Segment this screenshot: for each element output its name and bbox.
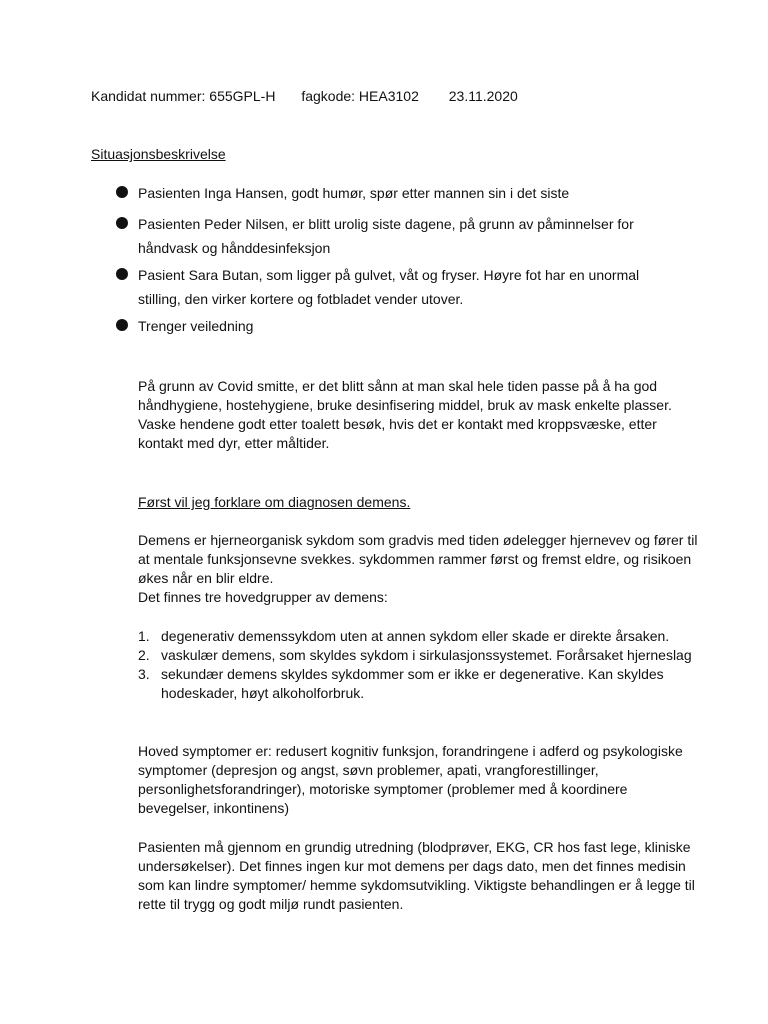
bullet-item: Pasienten Inga Hansen, godt humør, spør etter mannen sin i det siste — [114, 181, 674, 205]
numbered-item — [138, 665, 698, 703]
treatment-paragraph: Pasienten må gjennom en grundig utredning (blodprøver, EKG, CR hos fast lege, kliniske undersøkelser). Det finnes ingen kur mot demens per dags dato, men det finnes medisin som kan lindre symptomer/ hemme sykdomsutvikling. Viktigste behandlingen er å legge til rette til trygg og godt miljø rundt pasienten. — [138, 839, 695, 912]
item-text: sekundær demens skyldes sykdommer som er ikke er degenerative. Kan skyldes hodeskader, høyt alkoholforbruk. — [161, 666, 664, 701]
item-number: 3. — [138, 666, 150, 682]
bullet-item: Pasient Sara Butan, som ligger på gulvet, våt og fryser. Høyre fot har en unormal stilling, den virker kortere og fotbladet vender utover. — [114, 263, 674, 311]
dementia-definition: Demens er hjerneorganisk sykdom som gradvis med tiden ødelegger hjernevev og fører til at mentale funksjonsevne svekkes. sykdommen rammer først og fremst eldre, og risikoen økes når en blir eldre. — [138, 532, 698, 586]
bullet-item: Trenger veiledning — [114, 314, 674, 338]
covid-paragraph: På grunn av Covid smitte, er det blitt sånn at man skal hele tiden passe på å ha god håndhygiene, hostehygiene, bruke desinfisering middel, bruk av mask enkelte plasser. Vaske hendene godt etter toalett besøk, hvis det er kontakt med kroppsvæske, etter kontakt med dyr, etter måltider. — [138, 378, 672, 451]
situation-heading: Situasjonsbeskrivelse — [91, 146, 226, 162]
situation-bullet-list — [114, 181, 674, 338]
item-text: vaskulær demens, som skyldes sykdom i sirkulasjonssystemet. Forårsaket hjerneslag — [161, 647, 692, 663]
item-number: 2. — [138, 647, 150, 663]
dementia-groups-list — [138, 627, 698, 703]
dementia-groups-intro: Det finnes tre hovedgrupper av demens: — [138, 589, 388, 605]
dementia-paragraph — [138, 531, 698, 607]
numbered-item — [138, 646, 698, 665]
bullet-item: Pasienten Peder Nilsen, er blitt urolig siste dagene, på grunn av påminnelser for håndvask og hånddesinfeksjon — [114, 212, 674, 260]
diagnosis-heading: Først vil jeg forklare om diagnosen demens. — [138, 494, 411, 510]
symptoms-paragraph: Hoved symptomer er: redusert kognitiv funksjon, forandringene i adferd og psykologiske symptomer (depresjon og angst, søvn problemer, apati, vrangforestillinger, personlighetsforandringer), motoriske symptomer (problemer med å koordinere bevegelser, inkontinens) — [138, 743, 683, 816]
candidate-number: Kandidat nummer: 655GPL-H — [91, 88, 276, 104]
item-text: degenerativ demenssykdom uten at annen sykdom eller skade er direkte årsaken. — [161, 628, 670, 644]
document-date: 23.11.2020 — [448, 88, 518, 104]
course-code: fagkode: HEA3102 — [301, 88, 419, 104]
numbered-item — [138, 627, 698, 646]
document-header — [91, 87, 518, 106]
item-number: 1. — [138, 628, 150, 644]
